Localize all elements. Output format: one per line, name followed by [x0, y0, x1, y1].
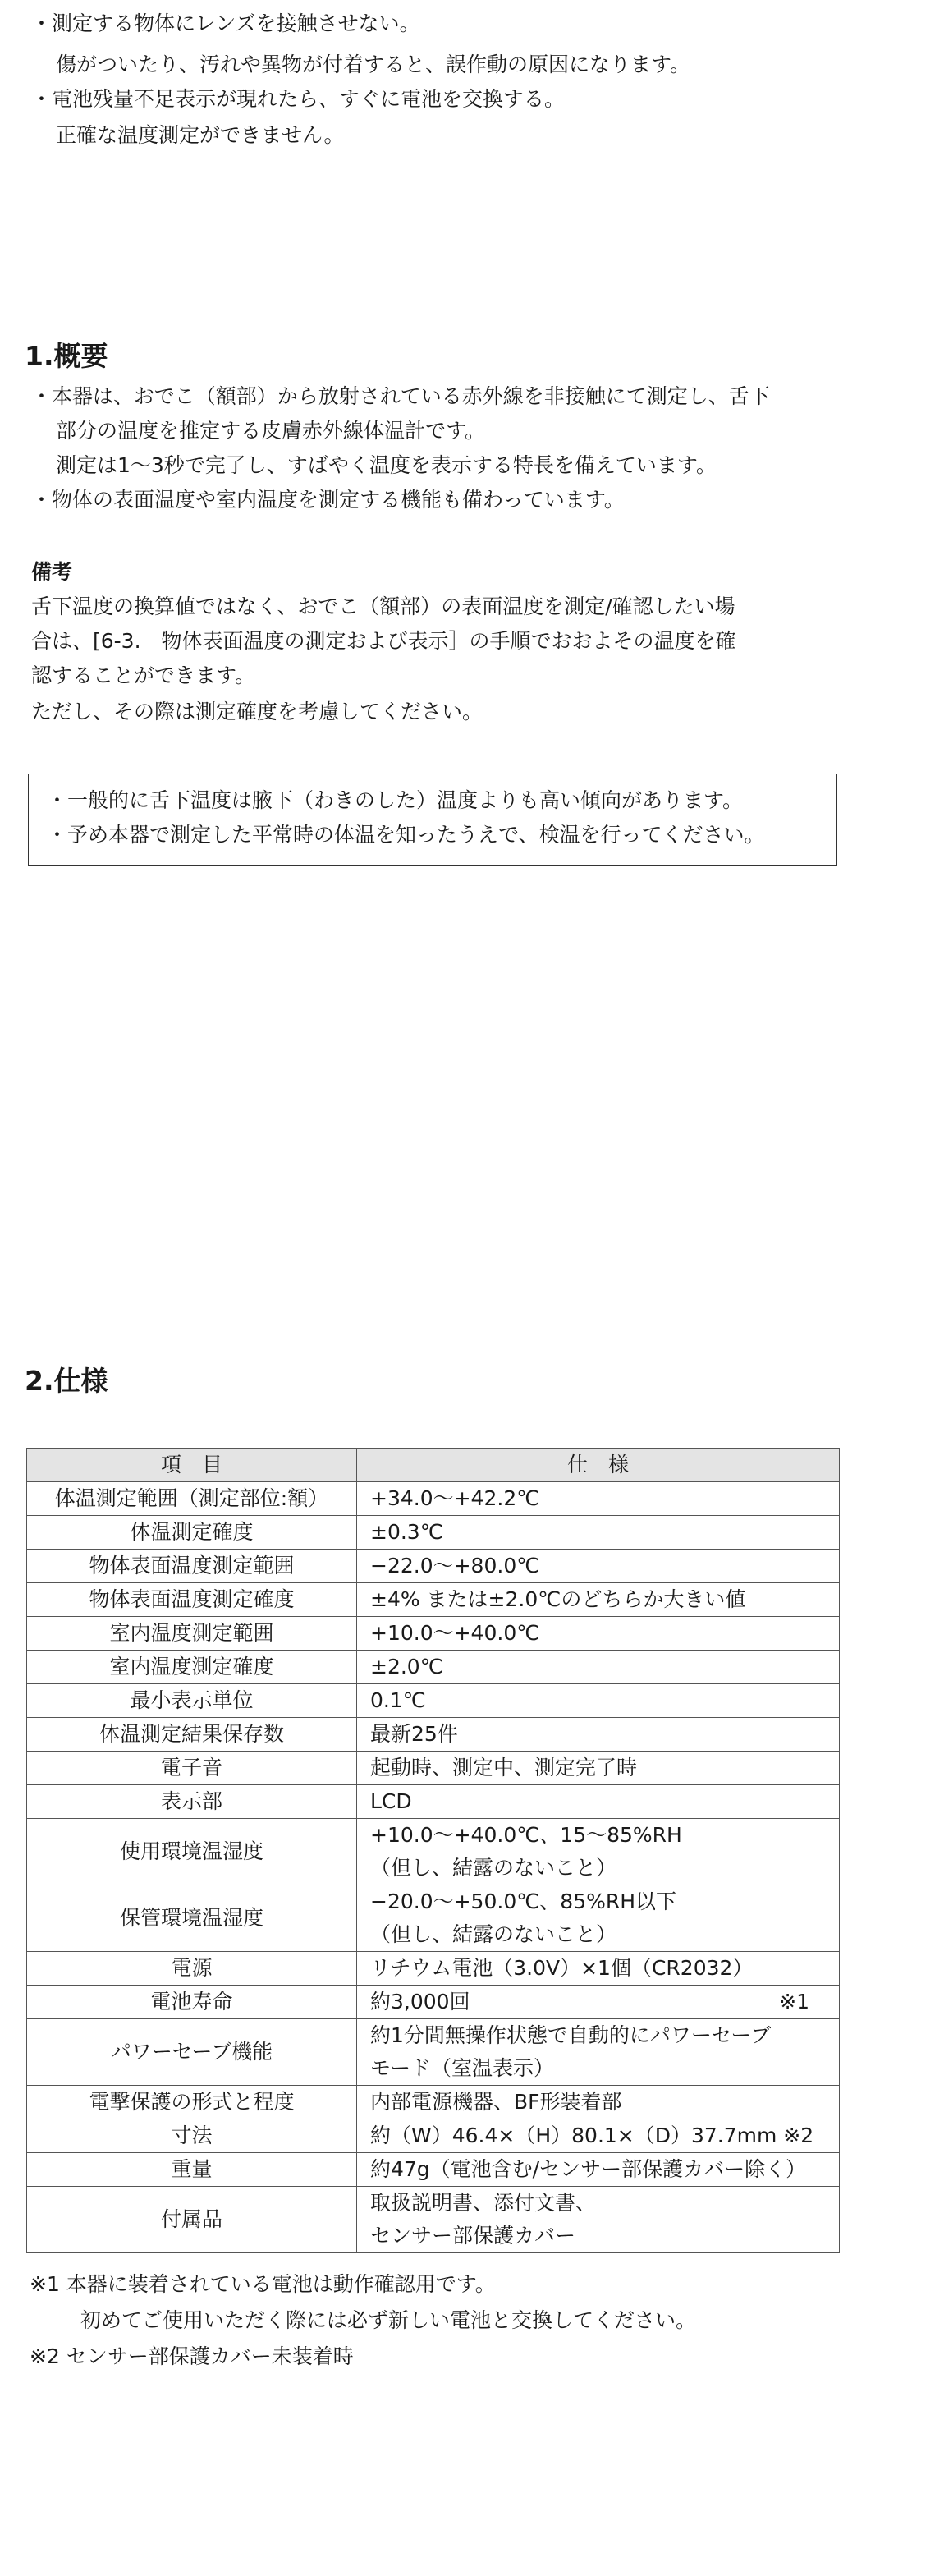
spec-table	[26, 1448, 840, 2253]
spec-item: パワーセーブ機能	[27, 2019, 357, 2086]
spec-row	[27, 2019, 840, 2086]
spec-value-line: ±0.3℃	[370, 1520, 443, 1544]
note-box	[28, 774, 837, 866]
spec-value-line: 最新25件	[370, 1722, 458, 1746]
spec-item: 付属品	[27, 2187, 357, 2253]
spec-value	[357, 2187, 840, 2253]
spec-value-line: 約（W）46.4×（H）80.1×（D）37.7mm ※2	[370, 2124, 814, 2147]
spec-row	[27, 2153, 840, 2187]
spec-value-line: 約1分間無操作状態で自動的にパワーセーブ	[370, 2023, 772, 2047]
overview-line: ・本器は、おでこ（額部）から放射されている赤外線を非接触にて測定し、舌下	[31, 384, 770, 408]
note-line: ・予め本器で測定した平常時の体温を知ったうえで、検温を行ってください。	[47, 823, 765, 847]
spec-item: 体温測定結果保存数	[27, 1718, 357, 1752]
spec-value	[357, 1651, 840, 1684]
spec-item: 重量	[27, 2153, 357, 2187]
spec-row	[27, 1583, 840, 1617]
spec-value	[357, 1583, 840, 1617]
spec-row	[27, 1516, 840, 1550]
overview-line: 測定は1〜3秒で完了し、すばやく温度を表示する特長を備えています。	[56, 453, 717, 477]
spec-item: 寸法	[27, 2119, 357, 2153]
remark-line: 認することができます。	[31, 664, 256, 687]
spec-value	[357, 1550, 840, 1583]
spec-row	[27, 1684, 840, 1718]
overview-line: 部分の温度を推定する皮膚赤外線体温計です。	[56, 419, 486, 443]
spec-value-line: −20.0〜+50.0℃、85%RH以下	[370, 1890, 677, 1913]
spec-item: 物体表面温度測定範囲	[27, 1550, 357, 1583]
spec-item: 室内温度測定確度	[27, 1651, 357, 1684]
remark-title: 備考	[31, 560, 73, 584]
spec-item: 最小表示単位	[27, 1684, 357, 1718]
spec-row	[27, 1819, 840, 1885]
spec-value-line: +10.0〜+40.0℃、15〜85%RH	[370, 1823, 682, 1847]
caution-line: ・電池残量不足表示が現れたら、すぐに電池を交換する。	[31, 87, 566, 111]
spec-row	[27, 1550, 840, 1583]
spec-item: 保管環境温湿度	[27, 1885, 357, 1952]
spec-value	[357, 2086, 840, 2119]
spec-value-line: 取扱説明書、添付文書、	[370, 2191, 597, 2215]
spec-header-row	[27, 1449, 840, 1482]
spec-value	[357, 1516, 840, 1550]
remark-line: 舌下温度の換算値ではなく、おでこ（額部）の表面温度を測定/確認したい場	[31, 595, 735, 618]
spec-row	[27, 1718, 840, 1752]
header-item: 項 目	[27, 1449, 357, 1482]
spec-value-text: 約3,000回	[370, 1990, 470, 2014]
spec-item: 物体表面温度測定確度	[27, 1583, 357, 1617]
spec-row	[27, 2119, 840, 2153]
spec-item: 電源	[27, 1952, 357, 1986]
spec-item: 室内温度測定範囲	[27, 1617, 357, 1651]
caution-line: ・測定する物体にレンズを接触させない。	[31, 11, 420, 35]
spec-value-line: 内部電源機器、BF形装着部	[370, 2090, 622, 2114]
spec-item: 体温測定確度	[27, 1516, 357, 1550]
spec-item: 電撃保護の形式と程度	[27, 2086, 357, 2119]
spec-value	[357, 1617, 840, 1651]
spec-value-line: 約47g（電池含む/センサー部保護カバー除く）	[370, 2157, 807, 2181]
spec-row	[27, 2187, 840, 2253]
caution-detail: 傷がついたり、汚れや異物が付着すると、誤作動の原因になります。	[56, 53, 691, 76]
spec-row	[27, 1651, 840, 1684]
spec-value	[357, 1482, 840, 1516]
spec-value-line: 起動時、測定中、測定完了時	[370, 1756, 638, 1779]
spec-value	[357, 1986, 840, 2019]
spec-item: 使用環境温湿度	[27, 1819, 357, 1885]
spec-value-line: LCD	[370, 1789, 412, 1813]
spec-row	[27, 1617, 840, 1651]
section-title-specifications: 2.仕様	[25, 1365, 108, 1397]
spec-value	[357, 1718, 840, 1752]
spec-row	[27, 2086, 840, 2119]
spec-value-line: −22.0〜+80.0℃	[370, 1554, 540, 1577]
footnote-1-detail: 初めてご使用いただく際には必ず新しい電池と交換してください。	[80, 2308, 697, 2332]
spec-value	[357, 1752, 840, 1785]
spec-value-line: センサー部保護カバー	[370, 2224, 576, 2248]
spec-item: 電池寿命	[27, 1986, 357, 2019]
spec-value-line: +10.0〜+40.0℃	[370, 1621, 540, 1645]
section-title-overview: 1.概要	[25, 340, 108, 372]
spec-value-line: 0.1℃	[370, 1688, 426, 1712]
spec-row	[27, 1952, 840, 1986]
spec-value-line: ±4% または±2.0℃のどちらか大きい値	[370, 1587, 746, 1611]
spec-value	[357, 1785, 840, 1819]
spec-value-line: ±2.0℃	[370, 1655, 443, 1678]
spec-value	[357, 1885, 840, 1952]
spec-row	[27, 1752, 840, 1785]
spec-row	[27, 1885, 840, 1952]
header-spec: 仕 様	[357, 1449, 840, 1482]
spec-value	[357, 1819, 840, 1885]
footnote-2: ※2 センサー部保護カバー未装着時	[30, 2344, 354, 2368]
spec-value-line	[370, 1986, 839, 2018]
spec-row	[27, 1482, 840, 1516]
spec-item: 電子音	[27, 1752, 357, 1785]
spec-item: 体温測定範囲（測定部位:額）	[27, 1482, 357, 1516]
spec-value	[357, 2019, 840, 2086]
spec-value-line: モード（室温表示）	[370, 2056, 555, 2080]
spec-value	[357, 2153, 840, 2187]
spec-value	[357, 1952, 840, 1986]
spec-footnote-ref: ※1	[779, 1990, 809, 2014]
remark-line: ただし、その際は測定確度を考慮してください。	[31, 700, 483, 723]
footnote-1: ※1 本器に装着されている電池は動作確認用です。	[30, 2272, 496, 2296]
spec-value-line: リチウム電池（3.0V）×1個（CR2032）	[370, 1956, 754, 1980]
spec-value	[357, 2119, 840, 2153]
note-line: ・一般的に舌下温度は腋下（わきのした）温度よりも高い傾向があります。	[47, 788, 744, 812]
spec-row	[27, 1986, 840, 2019]
overview-line: ・物体の表面温度や室内温度を測定する機能も備わっています。	[31, 488, 625, 512]
caution-detail: 正確な温度測定ができません。	[56, 123, 345, 147]
spec-value-line: （但し、結露のないこと）	[370, 1856, 617, 1880]
spec-item: 表示部	[27, 1785, 357, 1819]
remark-line: 合は、[6-3. 物体表面温度の測定および表示］の手順でおおよその温度を確	[31, 629, 736, 653]
spec-value-line: （但し、結露のないこと）	[370, 1922, 617, 1946]
spec-value-line: +34.0〜+42.2℃	[370, 1486, 540, 1510]
spec-row	[27, 1785, 840, 1819]
spec-value	[357, 1684, 840, 1718]
